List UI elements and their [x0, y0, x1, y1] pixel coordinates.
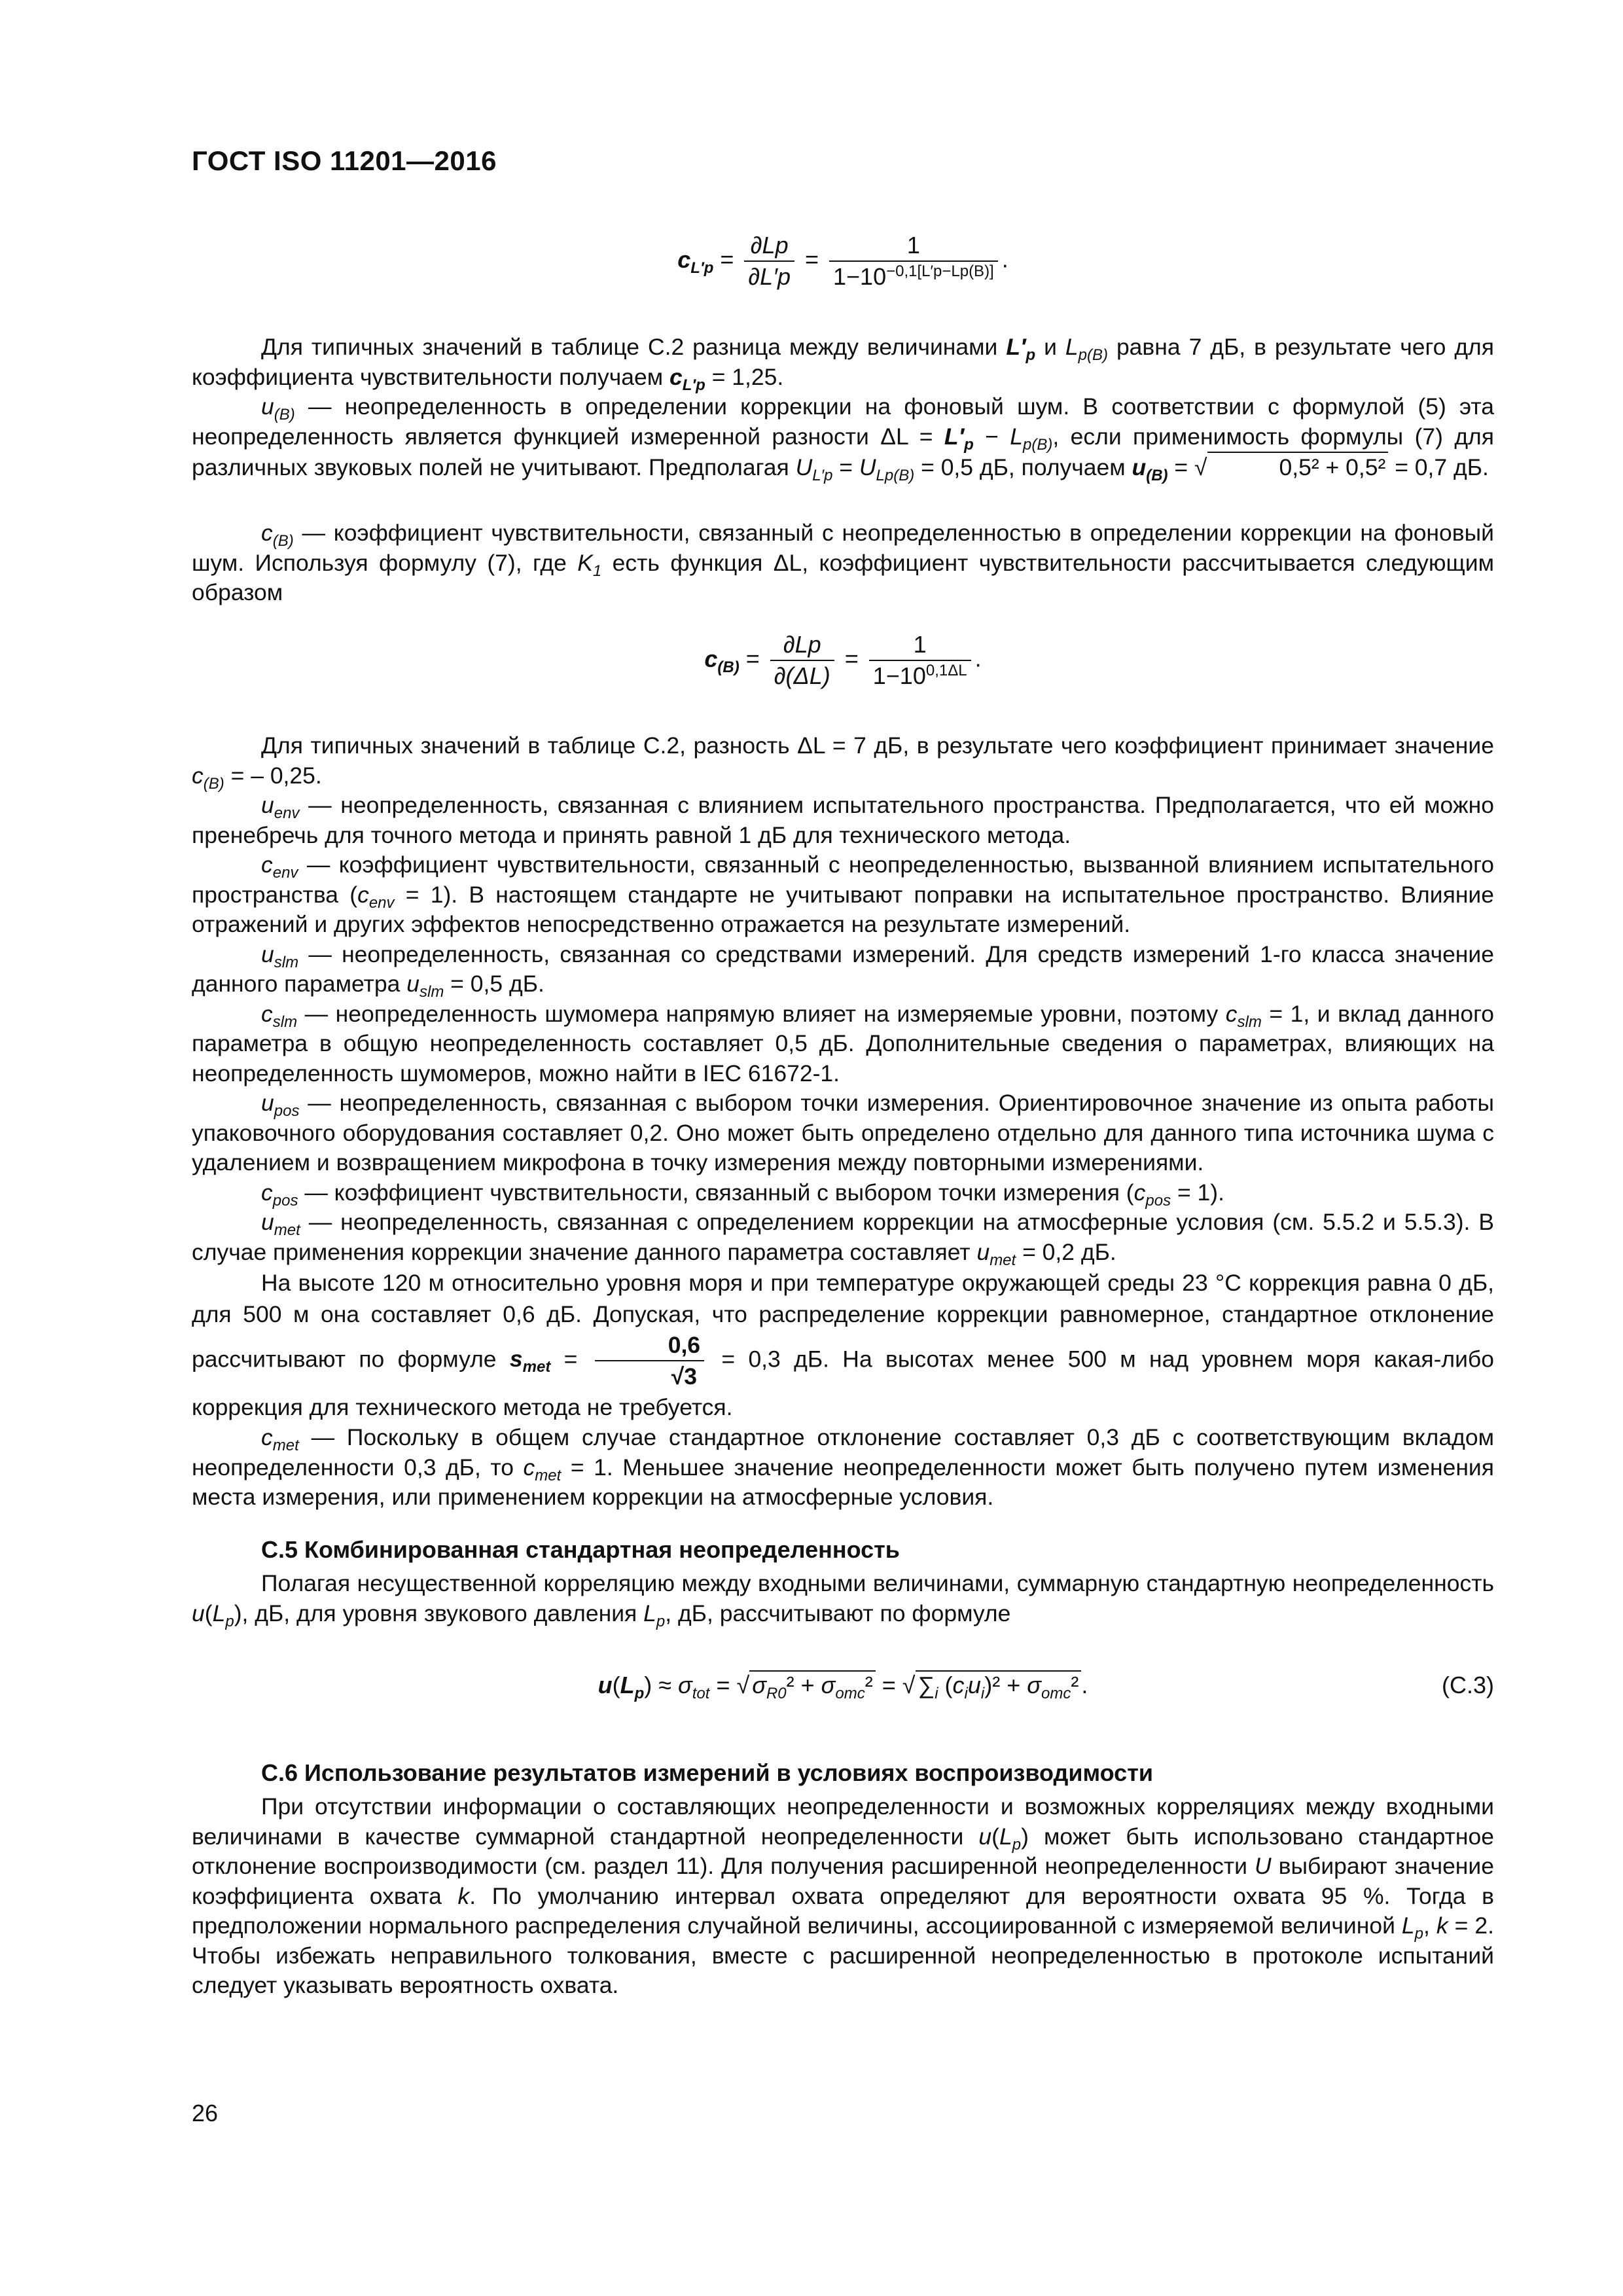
document-page	[192, 0, 1494, 2296]
text-block-3	[192, 731, 1494, 1513]
text-block-2	[192, 518, 1494, 608]
paragraph: $u_{slm}$ — неопределенность, связанная со средствами измерений. Для средств измерений 1-го класса значение данного параметра $u_{slm} = 0,5$ дБ.	[192, 941, 1494, 1001]
paragraph: Для типичных значений в таблице С.2, разность ΔL = 7 дБ, в результате чего коэффициент принимает значение $c_{(B)}$ = – 0,25.	[192, 732, 1494, 793]
equation-number: (С.3)	[1442, 1672, 1494, 1698]
paragraph: $c_{(B)}$ — коэффициент чувствительности, связанный с неопределенностью в определении коррекции на фоновый шум. Используя формулу (7), где $K_1$ есть функция ΔL, коэффициент чувствительности рассчитывается следующим образом	[192, 520, 1494, 605]
document-header: ГОСТ ISO 11201—2016	[192, 145, 497, 176]
paragraph: $u_{pos}$ — неопределенность, связанная с выбором точки измерения. Ориентировочное значение из опыта работы упаковочного оборудования составляет 0,2. Оно может быть определено отдельно для данного типа источника шума с удалением и возвращением микрофона в точку измерения между повторными измерениями.	[192, 1090, 1494, 1175]
page-number: 26	[192, 2100, 219, 2126]
paragraph: Полагая несущественной корреляцию между входными величинами, суммарную стандартную неопределенность $u(L_p)$, дБ, для уровня звукового давления $L_p$, дБ, рассчитывают по формуле	[192, 1570, 1494, 1630]
paragraph: $c_{env}$ — коэффициент чувствительности, связанный с неопределенностью, вызванной влиянием испытательного пространства $(c_{env} = 1)$. В настоящем стандарте не учитывают поправки на испытательное пространство. Влияние отражений и других эффектов непосредственно отражается на результате измерений.	[192, 852, 1494, 937]
section-c5-title: С.5 Комбинированная стандартная неопределенность	[261, 1536, 900, 1563]
paragraph: $u_{env}$ — неопределенность, связанная с влиянием испытательного пространства. Предполагается, что ей можно пренебречь для точного метода и принять равной 1 дБ для технического метода.	[192, 792, 1494, 848]
paragraph: $c_{slm}$ — неопределенность шумомера напрямую влияет на измеряемые уровни, поэтому $c_{slm} = 1$, и вклад данного параметра в общую неопределенность составляет 0,5 дБ. Дополнительные сведения о параметрах, влияющих на неопределенность шумомеров, можно найти в IEC 61672-1.	[192, 1000, 1494, 1086]
formula-sensitivity-b: $c_{(B)}$ = $\frac{\partial Lp}{\partial(\Delta L)}$ = $\frac{1}{1-10^{0,1\Delta L}}$ .	[704, 631, 982, 689]
formula-sensitivity-lp: $c_{L'p}$ = $\frac{\partial Lp}{\partial L'p}$ = $\frac{1}{1-10^{-0,1[L'p-Lp(B)]}}$ .	[677, 232, 1008, 290]
paragraph: Для типичных значений в таблице С.2 разница между величинами $L'_p$ и $L_{p(B)}$ равна 7 дБ, в результате чего для коэффициента чувствительности получаем $c_{L'p} = 1,25$.	[192, 334, 1494, 394]
paragraph: $c_{pos}$ — коэффициент чувствительности, связанный с выбором точки измерения $(c_{pos} = 1)$.	[261, 1179, 1224, 1210]
section-c6-text	[192, 1792, 1494, 2001]
paragraph: При отсутствии информации о составляющих неопределенности и возможных корреляциях между входными величинами в качестве суммарной стандартной неопределенности $u(L_p)$ может быть использовано стандартное отклонение воспроизводимости (см. раздел 11). Для получения расширенной неопределенности U выбирают значение коэффициента охвата k. По умолчанию интервал охвата определяют для вероятности охвата 95 %. Тогда в предположении нормального распределения случайной величины, ассоциированной с измеряемой величиной $L_p$, k = 2. Чтобы избежать неправильного толкования, вместе с расширенной неопределенностью в протоколе испытаний следует указывать вероятность охвата.	[192, 1793, 1494, 1998]
section-c5-text	[192, 1569, 1494, 1628]
paragraph: $c_{met}$ — Поскольку в общем случае стандартное отклонение составляет 0,3 дБ с соответствующим вкладом неопределенности 0,3 дБ, то $c_{met} = 1$. Меньшее значение неопределенности может быть получено путем изменения места измерения, или применением коррекции на атмосферные условия.	[192, 1424, 1494, 1510]
paragraph: $u_{met}$ — неопределенность, связанная с определением коррекции на атмосферные условия (см. 5.5.2 и 5.5.3). В случае применения коррекции значение данного параметра составляет $u_{met} = 0,2$ дБ.	[192, 1209, 1494, 1269]
section-c6-title: С.6 Использование результатов измерений в условиях воспроизводимости	[261, 1759, 1153, 1786]
text-block-1	[192, 332, 1494, 483]
formula-c3: $u(L_p) \approx \sigma_{tot}$ = √ $\sigma_{R0}^2 + \sigma_{omc}^2$ = √ $\sum_i$ $(c_iu_i)^2 + \sigma_{omc}^2$ .	[597, 1672, 1088, 1703]
paragraph: $u_{(B)}$ — неопределенность в определении коррекции на фоновый шум. В соответствии с формулой (5) эта неопределенность является функцией измеренной разности $\Delta L = L'_p - L_{p(B)}$, если применимость формулы (7) для различных звуковых полей не учитывают. Предполагая $U_{L'p} = U_{Lp(B)} = 0,5$ дБ, получаем $u_{(B)}$ = √ 0,5² + 0,5² = 0,7 дБ.	[192, 393, 1494, 485]
paragraph: На высоте 120 м относительно уровня моря и при температуре окружающей среды 23 °С коррекция равна 0 дБ, для 500 м она составляет 0,6 дБ. Допуская, что распределение коррекции равномерное, стандартное отклонение рассчитывают по формуле $s_{met}$ = $\frac{0,6}{√3}$ = 0,3 дБ. На высотах менее 500 м над уровнем моря какая-либо коррекция для технического метода не требуется.	[192, 1270, 1495, 1420]
